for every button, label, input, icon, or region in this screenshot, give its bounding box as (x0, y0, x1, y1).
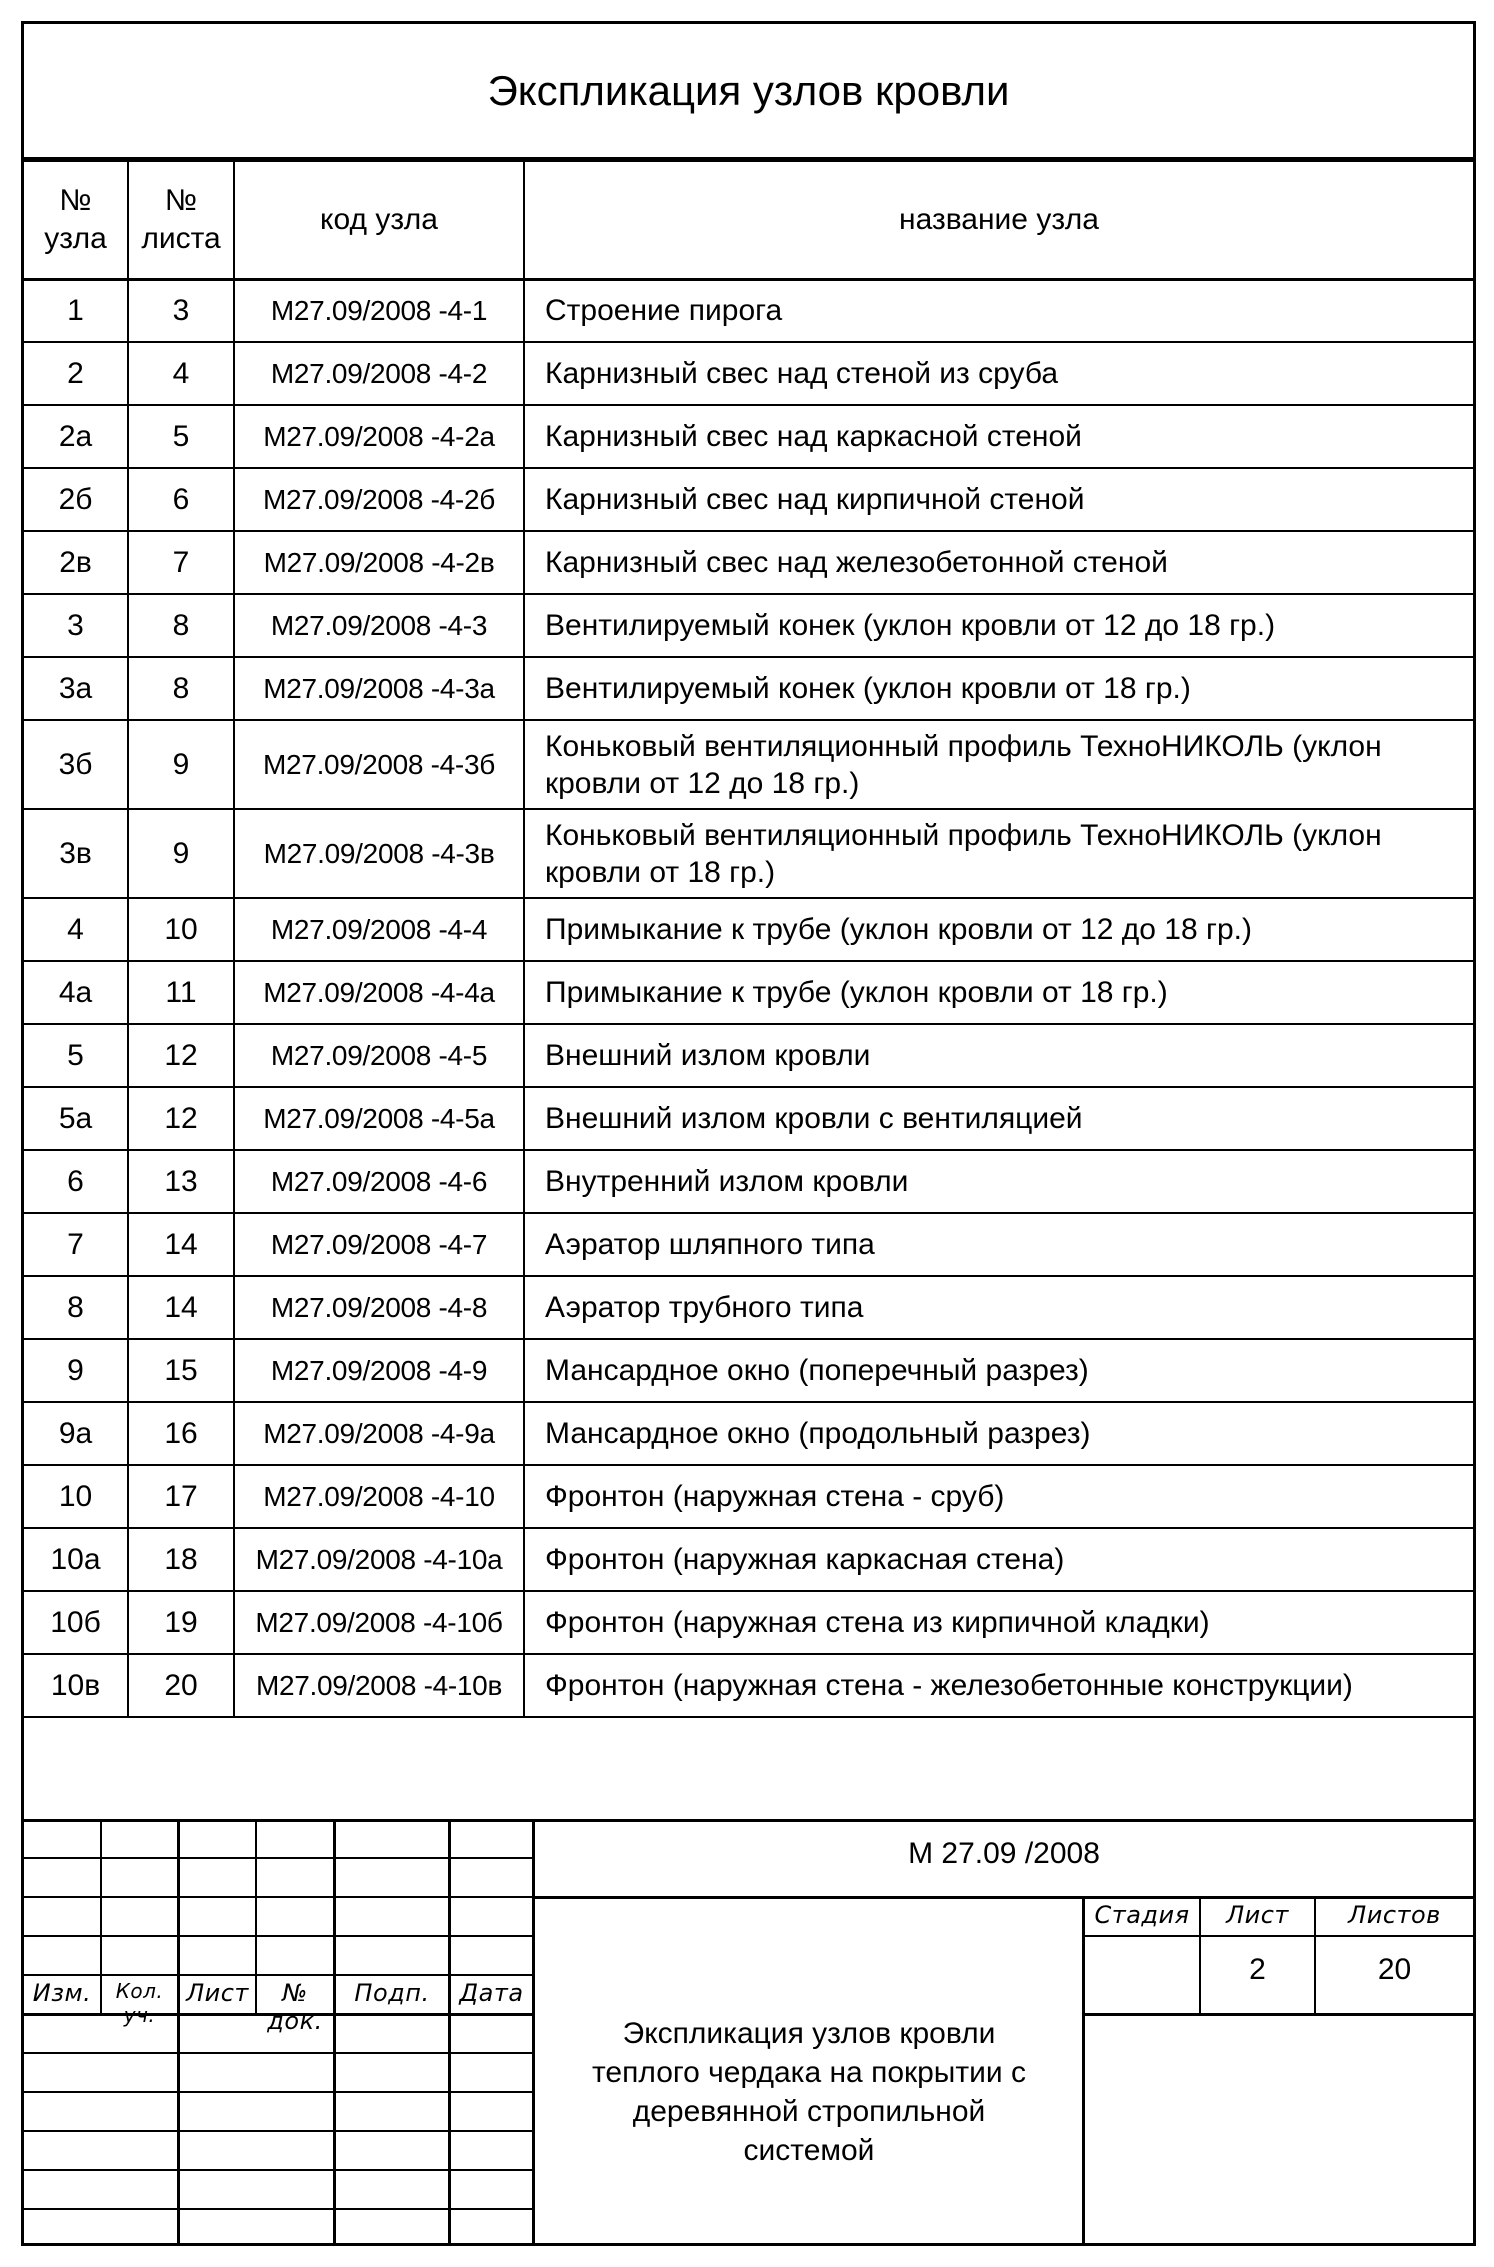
node-name-cell: Внешний излом кровли (524, 1024, 1473, 1087)
node-number-cell: 9 (24, 1339, 128, 1402)
node-number-cell: 2в (24, 531, 128, 594)
node-code-cell: М27.09/2008 -4-4а (234, 961, 524, 1024)
node-code-cell: М27.09/2008 -4-1 (234, 279, 524, 342)
node-code-cell: М27.09/2008 -4-3 (234, 594, 524, 657)
sheet-number-cell: 20 (128, 1654, 234, 1717)
sheet-number-cell: 5 (128, 405, 234, 468)
sheet-number-cell: 10 (128, 898, 234, 961)
node-code-cell: М27.09/2008 -4-8 (234, 1276, 524, 1339)
node-name-cell: Вентилируемый конек (уклон кровли от 18 гр.) (524, 657, 1473, 720)
sheet-number-cell: 18 (128, 1528, 234, 1591)
table-row (24, 342, 1473, 405)
header-code: код узла (234, 161, 524, 279)
node-number-cell: 5а (24, 1087, 128, 1150)
sheet-number-cell: 14 (128, 1276, 234, 1339)
node-code-cell: М27.09/2008 -4-3б (234, 720, 524, 809)
table-row (24, 468, 1473, 531)
node-code-cell: М27.09/2008 -4-3в (234, 809, 524, 898)
table-row (24, 405, 1473, 468)
node-name-cell: Примыкание к трубе (уклон кровли от 12 до 18 гр.) (524, 898, 1473, 961)
node-number-cell: 2 (24, 342, 128, 405)
table-row (24, 1465, 1473, 1528)
sheet-number-cell: 12 (128, 1024, 234, 1087)
sheet-number-cell: 9 (128, 809, 234, 898)
table-row (24, 720, 1473, 809)
header-sheet-no: № листа (128, 161, 234, 279)
stamp-label-data: Дата (459, 1979, 524, 2007)
table-row (24, 594, 1473, 657)
node-code-cell: М27.09/2008 -4-6 (234, 1150, 524, 1213)
stamp-label-sheets: Листов (1348, 1901, 1441, 1929)
node-name-cell: Коньковый вентиляционный профиль ТехноНИКОЛЬ (уклон кровли от 18 гр.) (524, 809, 1473, 898)
node-name-cell: Аэратор шляпного типа (524, 1213, 1473, 1276)
table-row (24, 657, 1473, 720)
table-row (24, 1213, 1473, 1276)
node-name-cell: Фронтон (наружная каркасная стена) (524, 1528, 1473, 1591)
table-row (24, 809, 1473, 898)
node-name-cell: Карнизный свес над кирпичной стеной (524, 468, 1473, 531)
node-number-cell: 3в (24, 809, 128, 898)
table-row (24, 531, 1473, 594)
node-number-cell: 10б (24, 1591, 128, 1654)
node-code-cell: М27.09/2008 -4-3а (234, 657, 524, 720)
sheet-number-cell: 19 (128, 1591, 234, 1654)
nodes-table (24, 160, 1473, 1718)
table-body (24, 279, 1473, 1717)
node-name-cell: Фронтон (наружная стена - железобетонные конструкции) (524, 1654, 1473, 1717)
node-number-cell: 2а (24, 405, 128, 468)
sheet-number-cell: 4 (128, 342, 234, 405)
sheet-number-cell: 14 (128, 1213, 234, 1276)
node-number-cell: 3 (24, 594, 128, 657)
node-name-cell: Мансардное окно (продольный разрез) (524, 1402, 1473, 1465)
stamp-label-podp: Подп. (354, 1979, 430, 2007)
table-row (24, 1654, 1473, 1717)
sheet-number-cell: 12 (128, 1087, 234, 1150)
node-code-cell: М27.09/2008 -4-2в (234, 531, 524, 594)
table-row (24, 1528, 1473, 1591)
sheet-number-cell: 13 (128, 1150, 234, 1213)
node-name-cell: Примыкание к трубе (уклон кровли от 18 гр.) (524, 961, 1473, 1024)
node-number-cell: 1 (24, 279, 128, 342)
sheet-number-cell: 9 (128, 720, 234, 809)
node-name-cell: Внутренний излом кровли (524, 1150, 1473, 1213)
node-code-cell: М27.09/2008 -4-5 (234, 1024, 524, 1087)
table-row (24, 1402, 1473, 1465)
node-name-cell: Строение пирога (524, 279, 1473, 342)
sheet-number-cell: 15 (128, 1339, 234, 1402)
node-code-cell: М27.09/2008 -4-10б (234, 1591, 524, 1654)
sheet-number-cell: 8 (128, 594, 234, 657)
node-code-cell: М27.09/2008 -4-5а (234, 1087, 524, 1150)
node-number-cell: 4а (24, 961, 128, 1024)
sheet-number-cell: 8 (128, 657, 234, 720)
node-code-cell: М27.09/2008 -4-2б (234, 468, 524, 531)
stamp-label-izm: Изм. (32, 1979, 92, 2007)
table-row (24, 1150, 1473, 1213)
node-code-cell: М27.09/2008 -4-10 (234, 1465, 524, 1528)
title-block (24, 1819, 1473, 2243)
node-number-cell: 3б (24, 720, 128, 809)
table-row (24, 1591, 1473, 1654)
sheet-number-cell: 3 (128, 279, 234, 342)
table-row (24, 898, 1473, 961)
stamp-sheet-value: 2 (1249, 1953, 1266, 1986)
sheet-number-cell: 11 (128, 961, 234, 1024)
node-number-cell: 10а (24, 1528, 128, 1591)
sheet-number-cell: 17 (128, 1465, 234, 1528)
node-code-cell: М27.09/2008 -4-4 (234, 898, 524, 961)
table-row (24, 961, 1473, 1024)
node-code-cell: М27.09/2008 -4-10а (234, 1528, 524, 1591)
sheet-number-cell: 16 (128, 1402, 234, 1465)
node-number-cell: 10 (24, 1465, 128, 1528)
stamp-label-kol-uch: Кол. уч. (115, 1979, 164, 2027)
stamp-document-title: Экспликация узлов кровли теплого чердака на покрытии с деревянной стропильной системой (592, 2017, 1026, 2167)
table-row (24, 1024, 1473, 1087)
node-name-cell: Фронтон (наружная стена из кирпичной кладки) (524, 1591, 1473, 1654)
node-code-cell: М27.09/2008 -4-9а (234, 1402, 524, 1465)
node-number-cell: 9а (24, 1402, 128, 1465)
header-name: название узла (524, 161, 1473, 279)
node-name-cell: Вентилируемый конек (уклон кровли от 12 до 18 гр.) (524, 594, 1473, 657)
node-name-cell: Карнизный свес над стеной из сруба (524, 342, 1473, 405)
header-node-no: № узла (24, 161, 128, 279)
node-name-cell: Мансардное окно (поперечный разрез) (524, 1339, 1473, 1402)
node-code-cell: М27.09/2008 -4-2а (234, 405, 524, 468)
node-number-cell: 3а (24, 657, 128, 720)
node-code-cell: М27.09/2008 -4-2 (234, 342, 524, 405)
sheet-number-cell: 7 (128, 531, 234, 594)
table-row (24, 1087, 1473, 1150)
table-row (24, 279, 1473, 342)
stamp-sheets-value: 20 (1377, 1953, 1412, 1986)
stamp-label-doc: № док. (267, 1979, 323, 2035)
node-name-cell: Карнизный свес над железобетонной стеной (524, 531, 1473, 594)
drawing-sheet (21, 21, 1476, 2246)
table-row (24, 1276, 1473, 1339)
node-name-cell: Аэратор трубного типа (524, 1276, 1473, 1339)
node-name-cell: Коньковый вентиляционный профиль ТехноНИКОЛЬ (уклон кровли от 12 до 18 гр.) (524, 720, 1473, 809)
node-number-cell: 6 (24, 1150, 128, 1213)
stamp-label-stage: Стадия (1094, 1901, 1190, 1929)
document-title: Экспликация узлов кровли (24, 24, 1473, 160)
stamp-label-list: Лист (186, 1979, 249, 2007)
stamp-document-code: М 27.09 /2008 (908, 1837, 1100, 1870)
node-code-cell: М27.09/2008 -4-7 (234, 1213, 524, 1276)
node-number-cell: 5 (24, 1024, 128, 1087)
sheet-number-cell: 6 (128, 468, 234, 531)
node-name-cell: Фронтон (наружная стена - сруб) (524, 1465, 1473, 1528)
node-name-cell: Внешний излом кровли с вентиляцией (524, 1087, 1473, 1150)
node-number-cell: 7 (24, 1213, 128, 1276)
table-row (24, 1339, 1473, 1402)
node-number-cell: 10в (24, 1654, 128, 1717)
node-name-cell: Карнизный свес над каркасной стеной (524, 405, 1473, 468)
node-code-cell: М27.09/2008 -4-9 (234, 1339, 524, 1402)
table-header-row (24, 161, 1473, 279)
node-number-cell: 2б (24, 468, 128, 531)
node-code-cell: М27.09/2008 -4-10в (234, 1654, 524, 1717)
node-number-cell: 4 (24, 898, 128, 961)
node-number-cell: 8 (24, 1276, 128, 1339)
stamp-label-sheet: Лист (1226, 1901, 1289, 1929)
